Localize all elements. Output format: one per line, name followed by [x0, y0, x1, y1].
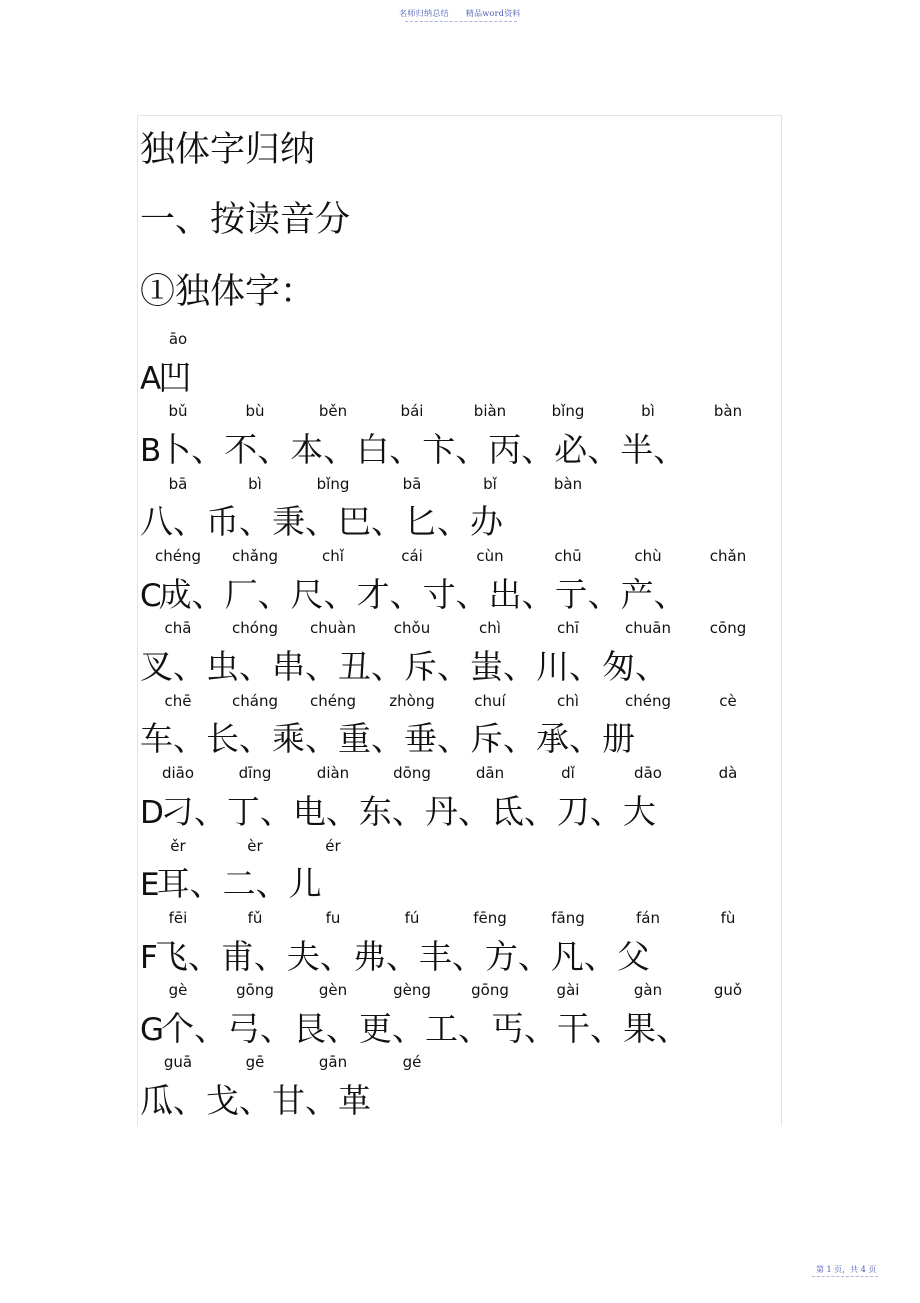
pinyin-syllable: cōng [709, 619, 747, 637]
pinyin-syllable: èr [247, 837, 263, 855]
pinyin-syllable: chā [164, 619, 192, 637]
pinyin-syllable: bā [402, 475, 422, 493]
pinyin-syllable: fēng [473, 909, 507, 927]
pinyin-syllable: bì [641, 402, 655, 420]
pinyin-syllable: gān [318, 1053, 348, 1071]
pinyin-syllable: chǎn [709, 547, 747, 565]
initial-letter: F [140, 940, 155, 976]
character-sequence: 八、币、秉、巴、匕、办 [140, 502, 503, 541]
pinyin-row [0, 619, 920, 637]
character-row [140, 1009, 689, 1049]
pinyin-syllable: chǒu [393, 619, 431, 637]
pinyin-syllable: chuān [625, 619, 671, 637]
pinyin-syllable: chù [634, 547, 662, 565]
character-row [140, 430, 686, 470]
character-sequence: 耳、二、儿 [156, 864, 322, 903]
pinyin-syllable: chì [557, 692, 579, 710]
initial-letter: B [140, 433, 159, 469]
pinyin-syllable: cè [719, 692, 737, 710]
character-row [140, 864, 322, 904]
pinyin-syllable: dà [718, 764, 738, 782]
header-rule [405, 21, 517, 22]
pinyin-syllable: bì [248, 475, 262, 493]
character-sequence: 成、厂、尺、才、寸、出、亍、产、 [158, 575, 687, 614]
pinyin-syllable: bǐng [316, 475, 350, 493]
character-sequence: 叉、虫、串、丑、斥、蚩、川、匆、 [140, 647, 668, 686]
character-row [140, 792, 656, 832]
pinyin-syllable: gè [168, 981, 188, 999]
pinyin-syllable: gèng [393, 981, 431, 999]
pinyin-syllable: běn [318, 402, 348, 420]
pinyin-row [0, 330, 920, 348]
pinyin-syllable: fāng [551, 909, 585, 927]
pinyin-syllable: bái [400, 402, 424, 420]
pinyin-syllable: bǐng [551, 402, 585, 420]
pinyin-syllable: chū [554, 547, 582, 565]
pinyin-syllable: gōng [471, 981, 509, 999]
pinyin-syllable: cùn [476, 547, 504, 565]
character-sequence: 刁、丁、电、东、丹、氐、刀、大 [160, 792, 656, 831]
pinyin-syllable: diàn [316, 764, 350, 782]
pinyin-syllable: chī [557, 619, 579, 637]
pinyin-syllable: chuàn [310, 619, 356, 637]
character-row [140, 575, 687, 615]
initial-letter: E [140, 867, 157, 903]
document-title: 独体字归纳 [140, 130, 316, 170]
pinyin-syllable: chì [479, 619, 501, 637]
character-row [140, 502, 503, 542]
page-header [0, 8, 920, 19]
pinyin-syllable: dīng [238, 764, 272, 782]
pinyin-syllable: bǐ [483, 475, 497, 493]
subsection-heading: ①独体字： [140, 272, 316, 312]
pinyin-row [0, 547, 920, 565]
pinyin-syllable: chuí [474, 692, 506, 710]
pinyin-syllable: bā [168, 475, 188, 493]
pinyin-syllable: ér [325, 837, 341, 855]
pinyin-row [0, 981, 920, 999]
pinyin-syllable: chéng [154, 547, 202, 565]
initial-letter: C [140, 578, 159, 614]
pinyin-syllable: guā [163, 1053, 193, 1071]
pinyin-syllable: bù [245, 402, 265, 420]
pinyin-syllable: gài [556, 981, 580, 999]
pinyin-row [0, 764, 920, 782]
pinyin-row [0, 1053, 920, 1071]
pinyin-syllable: fu [325, 909, 341, 927]
pinyin-row [0, 475, 920, 493]
section-heading: 一、按读音分 [140, 200, 351, 240]
pinyin-syllable: dāo [634, 764, 662, 782]
pinyin-syllable: fēi [168, 909, 188, 927]
pinyin-row [0, 837, 920, 855]
pinyin-syllable: guǒ [713, 981, 743, 999]
pinyin-syllable: ěr [170, 837, 186, 855]
pinyin-syllable: cái [401, 547, 423, 565]
pinyin-syllable: dǐ [561, 764, 575, 782]
pinyin-syllable: biàn [473, 402, 507, 420]
footer-rule [812, 1276, 878, 1277]
initial-letter: A [140, 361, 159, 397]
initial-letter: D [140, 795, 161, 831]
pinyin-syllable: zhòng [389, 692, 435, 710]
pinyin-syllable: chǐ [322, 547, 344, 565]
pinyin-syllable: fù [720, 909, 736, 927]
character-sequence: 个、弓、艮、更、工、丐、干、果、 [161, 1009, 690, 1048]
character-row [140, 1081, 371, 1121]
pinyin-syllable: gàn [633, 981, 663, 999]
pinyin-row [0, 692, 920, 710]
pinyin-syllable: fán [636, 909, 660, 927]
pinyin-syllable: bǔ [168, 402, 188, 420]
character-row [140, 719, 635, 759]
character-sequence: 卜、不、本、白、卞、丙、必、半、 [158, 430, 687, 469]
pinyin-syllable: cháng [232, 692, 278, 710]
header-right-text: 精品word资料 [465, 9, 521, 18]
pinyin-syllable: chǎng [232, 547, 278, 565]
pinyin-syllable: fú [404, 909, 420, 927]
pinyin-syllable: chéng [309, 692, 357, 710]
pinyin-syllable: dōng [393, 764, 431, 782]
pinyin-row [0, 909, 920, 927]
pinyin-syllable: gōng [236, 981, 274, 999]
pinyin-syllable: chéng [624, 692, 672, 710]
page-number: 第 1 页，共 4 页 [816, 1265, 877, 1274]
character-row [140, 647, 668, 687]
pinyin-syllable: gé [402, 1053, 422, 1071]
header-left-text: 名师归纳总结 [399, 9, 449, 18]
character-sequence: 凹 [158, 358, 192, 397]
initial-letter: G [140, 1012, 162, 1048]
pinyin-syllable: āo [168, 330, 188, 348]
character-sequence: 瓜、戈、甘、革 [140, 1081, 371, 1120]
pinyin-syllable: dān [475, 764, 505, 782]
pinyin-syllable: bàn [713, 402, 743, 420]
character-row [140, 937, 650, 977]
pinyin-syllable: diāo [161, 764, 195, 782]
pinyin-syllable: gèn [318, 981, 348, 999]
pinyin-row [0, 402, 920, 420]
character-sequence: 车、长、乘、重、垂、斥、承、册 [140, 719, 635, 758]
character-sequence: 飞、甫、夫、弗、丰、方、凡、父 [154, 937, 650, 976]
pinyin-syllable: fǔ [247, 909, 263, 927]
pinyin-syllable: chē [164, 692, 192, 710]
pinyin-syllable: chóng [232, 619, 278, 637]
pinyin-syllable: gē [245, 1053, 265, 1071]
character-row [140, 358, 191, 398]
pinyin-syllable: bàn [553, 475, 583, 493]
